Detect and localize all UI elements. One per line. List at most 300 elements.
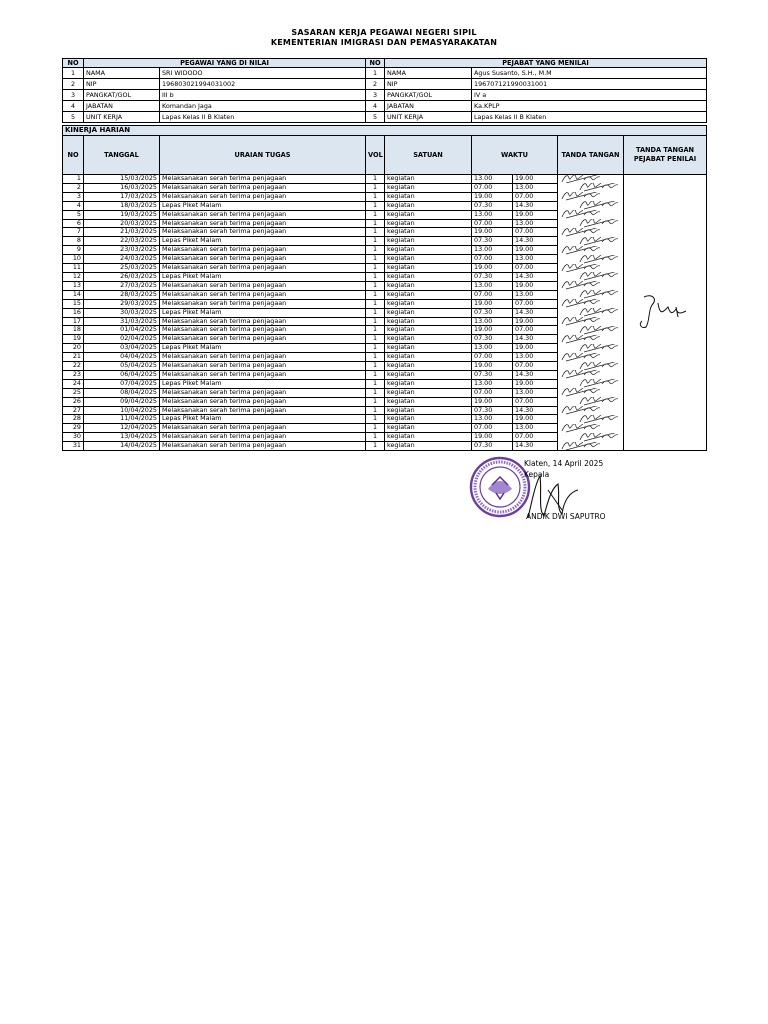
row-end-time: 14.30 — [513, 201, 558, 210]
info-value-2: IV a — [472, 90, 707, 101]
row-vol: 1 — [366, 362, 385, 371]
row-end-time: 07.00 — [513, 299, 558, 308]
row-no: 22 — [63, 362, 84, 371]
row-signature-cell — [558, 388, 624, 397]
row-no: 12 — [63, 272, 84, 281]
employee-signature-icon — [560, 175, 604, 184]
row-no: 19 — [63, 335, 84, 344]
row-no: 29 — [63, 424, 84, 433]
row-end-time: 13.00 — [513, 353, 558, 362]
row-task: Lepas Piket Malam — [160, 379, 366, 388]
row-no: 10 — [63, 255, 84, 264]
row-vol: 1 — [366, 335, 385, 344]
row-end-time: 19.00 — [513, 210, 558, 219]
row-signature-cell — [558, 326, 624, 335]
row-date: 24/03/2025 — [84, 255, 160, 264]
row-start-time: 07.00 — [472, 388, 513, 397]
row-no: 25 — [63, 388, 84, 397]
row-end-time: 07.00 — [513, 264, 558, 273]
row-start-time: 07.00 — [472, 255, 513, 264]
row-task: Melaksanakan serah terima penjagaan — [160, 442, 366, 451]
row-no: 11 — [63, 264, 84, 273]
row-end-time: 13.00 — [513, 255, 558, 264]
row-task: Melaksanakan serah terima penjagaan — [160, 192, 366, 201]
employee-signature-icon — [560, 353, 604, 362]
row-date: 03/04/2025 — [84, 344, 160, 353]
row-start-time: 19.00 — [472, 397, 513, 406]
row-task: Melaksanakan serah terima penjagaan — [160, 424, 366, 433]
info-value-2: Lapas Kelas II B Klaten — [472, 112, 707, 123]
row-end-time: 14.30 — [513, 272, 558, 281]
row-signature-cell — [558, 344, 624, 353]
row-date: 16/03/2025 — [84, 183, 160, 192]
row-date: 30/03/2025 — [84, 308, 160, 317]
employee-signature-icon — [560, 264, 604, 273]
row-signature-cell — [558, 379, 624, 388]
row-unit: kegiatan — [385, 415, 472, 424]
table-row — [63, 183, 707, 192]
row-task: Melaksanakan serah terima penjagaan — [160, 362, 366, 371]
row-signature-cell — [558, 299, 624, 308]
row-signature-cell — [558, 246, 624, 255]
row-no: 21 — [63, 353, 84, 362]
table-row — [63, 272, 707, 281]
row-no: 15 — [63, 299, 84, 308]
row-unit: kegiatan — [385, 210, 472, 219]
info-label: PANGKAT/GOL — [84, 90, 160, 101]
row-no: 5 — [63, 210, 84, 219]
info-value: III b — [160, 90, 366, 101]
row-start-time: 07.00 — [472, 219, 513, 228]
row-unit: kegiatan — [385, 335, 472, 344]
info-label-2: PANGKAT/GOL — [385, 90, 472, 101]
row-unit: kegiatan — [385, 281, 472, 290]
employee-signature-icon — [578, 379, 622, 388]
table-row — [63, 335, 707, 344]
employee-signature-icon — [578, 255, 622, 264]
table-row — [63, 281, 707, 290]
row-date: 06/04/2025 — [84, 370, 160, 379]
row-unit: kegiatan — [385, 326, 472, 335]
row-start-time: 13.00 — [472, 415, 513, 424]
row-unit: kegiatan — [385, 290, 472, 299]
row-unit: kegiatan — [385, 272, 472, 281]
row-date: 17/03/2025 — [84, 192, 160, 201]
col-task: URAIAN TUGAS — [160, 136, 366, 175]
employee-signature-icon — [578, 344, 622, 353]
info-label-2: NAMA — [385, 68, 472, 79]
row-task: Lepas Piket Malam — [160, 308, 366, 317]
employee-signature-icon — [578, 433, 622, 442]
row-start-time: 13.00 — [472, 379, 513, 388]
info-label: NAMA — [84, 68, 160, 79]
row-vol: 1 — [366, 246, 385, 255]
table-row — [63, 264, 707, 273]
row-start-time: 19.00 — [472, 433, 513, 442]
table-row — [63, 388, 707, 397]
table-row — [63, 255, 707, 264]
info-label: UNIT KERJA — [84, 112, 160, 123]
row-start-time: 07.30 — [472, 335, 513, 344]
table-row — [63, 210, 707, 219]
table-row — [63, 424, 707, 433]
row-unit: kegiatan — [385, 344, 472, 353]
info-value: 196803021994031002 — [160, 79, 366, 90]
row-signature-cell — [558, 228, 624, 237]
row-start-time: 07.00 — [472, 424, 513, 433]
row-date: 08/04/2025 — [84, 388, 160, 397]
daily-performance-table — [62, 125, 707, 451]
row-no: 4 — [63, 201, 84, 210]
row-task: Melaksanakan serah terima penjagaan — [160, 317, 366, 326]
table-row — [63, 379, 707, 388]
row-vol: 1 — [366, 379, 385, 388]
employee-signature-icon — [560, 317, 604, 326]
table-row — [63, 219, 707, 228]
row-unit: kegiatan — [385, 424, 472, 433]
row-date: 11/04/2025 — [84, 415, 160, 424]
row-signature-cell — [558, 210, 624, 219]
info-no-2: 3 — [366, 90, 385, 101]
row-signature-cell — [558, 335, 624, 344]
row-start-time: 19.00 — [472, 228, 513, 237]
row-vol: 1 — [366, 406, 385, 415]
row-no: 18 — [63, 326, 84, 335]
info-label: NIP — [84, 79, 160, 90]
row-date: 28/03/2025 — [84, 290, 160, 299]
row-unit: kegiatan — [385, 237, 472, 246]
row-start-time: 13.00 — [472, 210, 513, 219]
row-vol: 1 — [366, 175, 385, 184]
row-vol: 1 — [366, 353, 385, 362]
row-unit: kegiatan — [385, 353, 472, 362]
row-date: 15/03/2025 — [84, 175, 160, 184]
row-vol: 1 — [366, 344, 385, 353]
row-unit: kegiatan — [385, 255, 472, 264]
row-task: Melaksanakan serah terima penjagaan — [160, 246, 366, 255]
row-unit: kegiatan — [385, 192, 472, 201]
row-no: 28 — [63, 415, 84, 424]
row-vol: 1 — [366, 317, 385, 326]
row-task: Melaksanakan serah terima penjagaan — [160, 335, 366, 344]
row-unit: kegiatan — [385, 228, 472, 237]
row-signature-cell — [558, 219, 624, 228]
info-no-2: 5 — [366, 112, 385, 123]
row-vol: 1 — [366, 388, 385, 397]
row-unit: kegiatan — [385, 299, 472, 308]
info-value: Lapas Kelas II B Klaten — [160, 112, 366, 123]
row-date: 22/03/2025 — [84, 237, 160, 246]
row-date: 05/04/2025 — [84, 362, 160, 371]
row-start-time: 13.00 — [472, 281, 513, 290]
row-task: Melaksanakan serah terima penjagaan — [160, 175, 366, 184]
row-end-time: 19.00 — [513, 415, 558, 424]
row-unit: kegiatan — [385, 442, 472, 451]
info-no: 2 — [63, 79, 84, 90]
employee-signature-icon — [560, 210, 604, 219]
col-vol: VOL — [366, 136, 385, 175]
row-task: Lepas Piket Malam — [160, 415, 366, 424]
row-date: 12/04/2025 — [84, 424, 160, 433]
row-end-time: 14.30 — [513, 335, 558, 344]
row-signature-cell — [558, 353, 624, 362]
row-vol: 1 — [366, 264, 385, 273]
employee-info-table — [62, 58, 707, 123]
col-signature: TANDA TANGAN — [558, 136, 624, 175]
info-value-2: Ka.KPLP — [472, 101, 707, 112]
employee-signature-icon — [560, 228, 604, 237]
row-start-time: 19.00 — [472, 326, 513, 335]
employee-signature-icon — [560, 406, 604, 415]
col-assessor-signature: TANDA TANGAN PEJABAT PENILAI — [624, 136, 707, 175]
row-end-time: 19.00 — [513, 246, 558, 255]
row-task: Melaksanakan serah terima penjagaan — [160, 299, 366, 308]
employee-signature-icon — [560, 370, 604, 379]
employee-signature-icon — [560, 281, 604, 290]
row-no: 31 — [63, 442, 84, 451]
row-unit: kegiatan — [385, 308, 472, 317]
row-task: Melaksanakan serah terima penjagaan — [160, 406, 366, 415]
row-no: 26 — [63, 397, 84, 406]
employee-signature-icon — [578, 272, 622, 281]
row-task: Melaksanakan serah terima penjagaan — [160, 255, 366, 264]
table-row — [63, 370, 707, 379]
row-end-time: 13.00 — [513, 424, 558, 433]
row-date: 09/04/2025 — [84, 397, 160, 406]
row-vol: 1 — [366, 290, 385, 299]
row-start-time: 19.00 — [472, 362, 513, 371]
row-start-time: 19.00 — [472, 192, 513, 201]
row-task: Melaksanakan serah terima penjagaan — [160, 370, 366, 379]
row-task: Melaksanakan serah terima penjagaan — [160, 281, 366, 290]
employee-signature-icon — [578, 326, 622, 335]
title-line-1: SASARAN KERJA PEGAWAI NEGERI SIPIL — [291, 28, 477, 37]
row-unit: kegiatan — [385, 201, 472, 210]
table-row — [63, 290, 707, 299]
row-unit: kegiatan — [385, 379, 472, 388]
header-no-2: NO — [366, 59, 385, 68]
row-signature-cell — [558, 183, 624, 192]
employee-signature-icon — [560, 299, 604, 308]
header-assessed-employee: PEGAWAI YANG DI NILAI — [84, 59, 366, 68]
table-row — [63, 317, 707, 326]
info-label-2: NIP — [385, 79, 472, 90]
row-start-time: 19.00 — [472, 299, 513, 308]
row-signature-cell — [558, 255, 624, 264]
employee-signature-icon — [560, 335, 604, 344]
employee-signature-icon — [578, 308, 622, 317]
row-vol: 1 — [366, 308, 385, 317]
row-task: Melaksanakan serah terima penjagaan — [160, 326, 366, 335]
row-signature-cell — [558, 424, 624, 433]
row-signature-cell — [558, 201, 624, 210]
row-vol: 1 — [366, 326, 385, 335]
row-start-time: 07.30 — [472, 308, 513, 317]
row-unit: kegiatan — [385, 388, 472, 397]
info-value: Komandan Jaga — [160, 101, 366, 112]
row-no: 23 — [63, 370, 84, 379]
info-row — [63, 112, 707, 123]
row-signature-cell — [558, 362, 624, 371]
col-unit: SATUAN — [385, 136, 472, 175]
row-task: Lepas Piket Malam — [160, 344, 366, 353]
row-no: 16 — [63, 308, 84, 317]
employee-signature-icon — [578, 237, 622, 246]
assessor-signature-cell — [624, 175, 707, 451]
row-signature-cell — [558, 264, 624, 273]
row-start-time: 13.00 — [472, 317, 513, 326]
info-value: SRI WIDODO — [160, 68, 366, 79]
row-date: 13/04/2025 — [84, 433, 160, 442]
row-vol: 1 — [366, 415, 385, 424]
info-no-2: 2 — [366, 79, 385, 90]
col-no: NO — [63, 136, 84, 175]
info-no: 5 — [63, 112, 84, 123]
row-date: 27/03/2025 — [84, 281, 160, 290]
row-date: 14/04/2025 — [84, 442, 160, 451]
row-task: Lepas Piket Malam — [160, 237, 366, 246]
row-signature-cell — [558, 442, 624, 451]
employee-signature-icon — [578, 183, 622, 192]
row-end-time: 13.00 — [513, 290, 558, 299]
row-unit: kegiatan — [385, 317, 472, 326]
row-unit: kegiatan — [385, 219, 472, 228]
row-task: Melaksanakan serah terima penjagaan — [160, 353, 366, 362]
row-task: Melaksanakan serah terima penjagaan — [160, 228, 366, 237]
row-date: 18/03/2025 — [84, 201, 160, 210]
row-vol: 1 — [366, 281, 385, 290]
table-row — [63, 353, 707, 362]
row-unit: kegiatan — [385, 175, 472, 184]
row-start-time: 07.30 — [472, 370, 513, 379]
row-end-time: 13.00 — [513, 219, 558, 228]
row-end-time: 19.00 — [513, 281, 558, 290]
row-unit: kegiatan — [385, 370, 472, 379]
row-vol: 1 — [366, 299, 385, 308]
table-row — [63, 201, 707, 210]
row-unit: kegiatan — [385, 183, 472, 192]
row-signature-cell — [558, 397, 624, 406]
employee-signature-icon — [578, 415, 622, 424]
row-start-time: 07.30 — [472, 442, 513, 451]
table-row — [63, 299, 707, 308]
row-no: 17 — [63, 317, 84, 326]
header-assessing-official: PEJABAT YANG MENILAI — [385, 59, 707, 68]
info-no: 3 — [63, 90, 84, 101]
row-date: 31/03/2025 — [84, 317, 160, 326]
info-no: 4 — [63, 101, 84, 112]
row-start-time: 07.00 — [472, 183, 513, 192]
row-end-time: 07.00 — [513, 397, 558, 406]
table-row — [63, 397, 707, 406]
row-start-time: 07.30 — [472, 406, 513, 415]
col-time: WAKTU — [472, 136, 558, 175]
row-end-time: 07.00 — [513, 362, 558, 371]
row-task: Melaksanakan serah terima penjagaan — [160, 433, 366, 442]
row-task: Melaksanakan serah terima penjagaan — [160, 264, 366, 273]
row-no: 27 — [63, 406, 84, 415]
table-row — [63, 415, 707, 424]
row-end-time: 07.00 — [513, 433, 558, 442]
row-end-time: 13.00 — [513, 388, 558, 397]
row-date: 01/04/2025 — [84, 326, 160, 335]
row-vol: 1 — [366, 237, 385, 246]
row-no: 20 — [63, 344, 84, 353]
employee-signature-icon — [578, 201, 622, 210]
row-date: 26/03/2025 — [84, 272, 160, 281]
row-no: 6 — [63, 219, 84, 228]
row-signature-cell — [558, 415, 624, 424]
row-start-time: 07.30 — [472, 201, 513, 210]
row-date: 10/04/2025 — [84, 406, 160, 415]
info-label: JABATAN — [84, 101, 160, 112]
employee-signature-icon — [560, 192, 604, 201]
row-start-time: 13.00 — [472, 175, 513, 184]
row-signature-cell — [558, 290, 624, 299]
col-date: TANGGAL — [84, 136, 160, 175]
row-end-time: 19.00 — [513, 379, 558, 388]
row-signature-cell — [558, 317, 624, 326]
row-signature-cell — [558, 308, 624, 317]
row-start-time: 07.00 — [472, 353, 513, 362]
row-date: 25/03/2025 — [84, 264, 160, 273]
title-line-2: KEMENTERIAN IMIGRASI DAN PEMASYARAKATAN — [270, 38, 498, 47]
signer-position: Kepala — [524, 470, 550, 479]
row-end-time: 14.30 — [513, 442, 558, 451]
table-row — [63, 246, 707, 255]
row-no: 24 — [63, 379, 84, 388]
row-vol: 1 — [366, 442, 385, 451]
row-unit: kegiatan — [385, 362, 472, 371]
row-end-time: 19.00 — [513, 317, 558, 326]
row-vol: 1 — [366, 370, 385, 379]
row-end-time: 19.00 — [513, 344, 558, 353]
row-date: 02/04/2025 — [84, 335, 160, 344]
row-vol: 1 — [366, 219, 385, 228]
row-date: 20/03/2025 — [84, 219, 160, 228]
row-signature-cell — [558, 192, 624, 201]
table-row — [63, 228, 707, 237]
row-end-time: 13.00 — [513, 183, 558, 192]
row-no: 13 — [63, 281, 84, 290]
row-date: 29/03/2025 — [84, 299, 160, 308]
row-signature-cell — [558, 281, 624, 290]
row-start-time: 07.00 — [472, 290, 513, 299]
row-signature-cell — [558, 237, 624, 246]
row-signature-cell — [558, 433, 624, 442]
row-vol: 1 — [366, 255, 385, 264]
row-task: Melaksanakan serah terima penjagaan — [160, 219, 366, 228]
assessor-signature-icon — [630, 291, 700, 331]
header-no: NO — [63, 59, 84, 68]
row-task: Melaksanakan serah terima penjagaan — [160, 210, 366, 219]
info-label-2: UNIT KERJA — [385, 112, 472, 123]
row-vol: 1 — [366, 192, 385, 201]
employee-signature-icon — [578, 290, 622, 299]
row-task: Melaksanakan serah terima penjagaan — [160, 290, 366, 299]
row-no: 30 — [63, 433, 84, 442]
row-no: 9 — [63, 246, 84, 255]
section-title: KINERJA HARIAN — [63, 126, 707, 136]
info-no-2: 1 — [366, 68, 385, 79]
employee-signature-icon — [578, 397, 622, 406]
row-vol: 1 — [366, 201, 385, 210]
row-task: Lepas Piket Malam — [160, 272, 366, 281]
document-title — [62, 28, 706, 48]
table-row — [63, 175, 707, 184]
row-date: 21/03/2025 — [84, 228, 160, 237]
row-no: 2 — [63, 183, 84, 192]
